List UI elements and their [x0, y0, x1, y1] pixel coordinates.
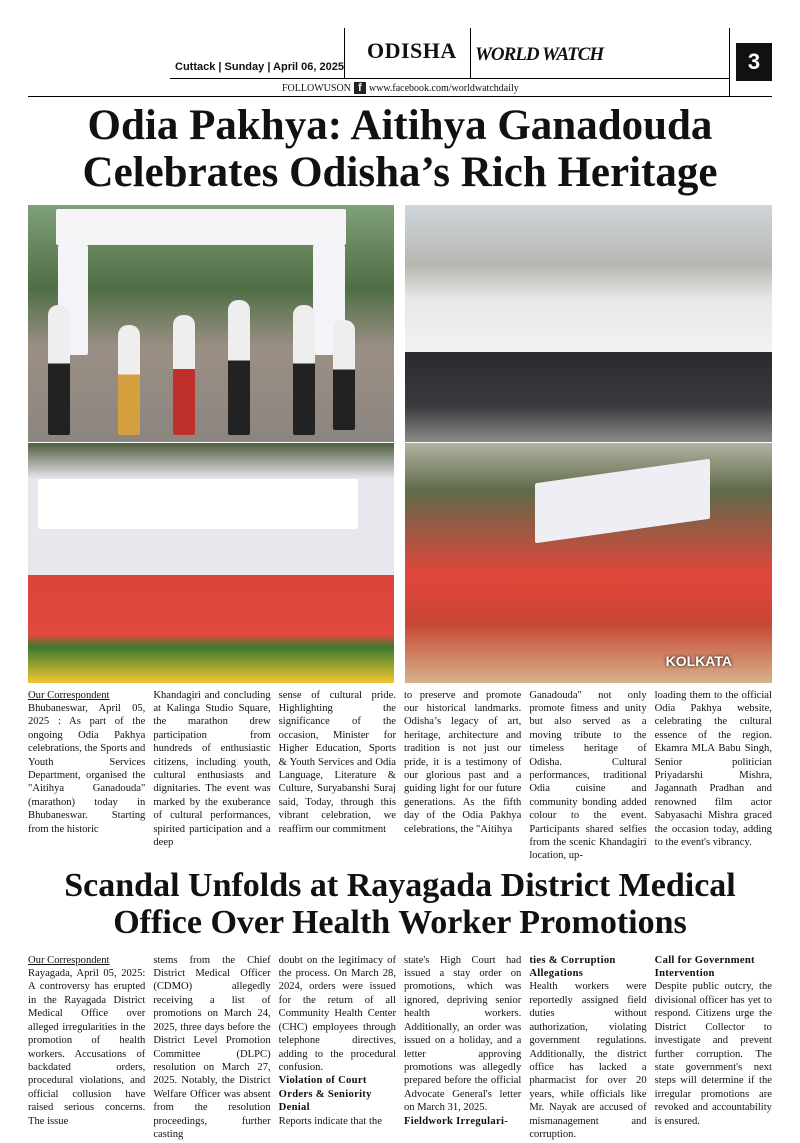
section-title: ODISHA: [367, 38, 457, 63]
page-number: 3: [736, 43, 772, 81]
subheading: Violation of Court Orders & Seniority Denial: [278, 1075, 372, 1114]
paragraph: Khandagiri and concluding at Kalinga Studio Square, the marathon drew participation from hundreds of enthusiastic citizens, including youth, cultural enthusiasts and dignitaries. The event was marked by the exuberance of cultural performances, spirited participation and a deep: [153, 689, 271, 849]
paragraph: doubt on the legitimacy of the process. On March 28, 2024, orders were issued for the return of all Community Health Center (CHC) employees through telephone directives, adding to the procedural confusion.: [278, 954, 396, 1073]
photo-walkers: [405, 205, 772, 442]
byline: Our Correspondent: [28, 954, 110, 966]
paragraph: loading them to the official Odia Pakhya website, celebrating the cultural essence of the region. Ekamra MLA Babu Singh, Senior politician Priyadarshi Mishra, Jagannath Pradhan and renowned film actor Sabyasachi Mishra graced the occasion today, adding to the event's vibrancy.: [654, 689, 772, 849]
dateline: Cuttack | Sunday | April 06, 2025: [175, 61, 344, 73]
paragraph: Despite public outcry, the divisional officer has yet to respond. Citizens urge the District Collector to investigate and prevent further corruption. The state government's next steps will determine if the irregular promotions are revoked and accountability is ensured.: [654, 981, 772, 1127]
paragraph: to preserve and promote our historical landmarks. Odisha’s legacy of art, heritage, architecture and tradition is not just our pride, it is a testimony of our glorious past and a guiding light for our future generations. As the fifth day of the Odia Pakhya celebrations, the "Aitihya: [403, 689, 522, 835]
subheading: Call for Government Intervention: [654, 954, 755, 980]
text-column: [28, 954, 145, 1142]
text-column: [279, 689, 396, 863]
paragraph: Reports indicate that the: [278, 1115, 382, 1127]
text-column: [279, 954, 396, 1142]
follow-us: [282, 82, 519, 94]
text-column: [529, 954, 646, 1142]
headline-1: Odia Pakhya: Aitihya Ganadouda Celebrates Odisha’s Rich Heritage: [82, 102, 718, 197]
text-column: [404, 954, 521, 1142]
paragraph: sense of cultural pride. Highlighting the significance of the occasion, Minister for Higher Education, Sports & Youth Services and Odia Language, Literature & Culture, Suryabanshi Suraj said, Today, through this vibrant celebration, we reaffirm our commitment: [278, 689, 396, 835]
photo-stage-guests: [28, 443, 394, 683]
divider: [170, 78, 730, 79]
paragraph: Rayagada, April 05, 2025: A controversy has erupted in the Rayagada District Medical Office over alleged irregularities in the promotion of health workers. Accusations of backdated orders, procedural violations, and official collusion have raised serious concerns. The issue: [28, 968, 146, 1127]
paragraph: Ganadouda" not only promote fitness and unity but also served as a moving tribute to the timeless heritage of Odisha. Cultural performances, traditional Odia cuisine and community bonding added colour to the event. Participants shared selfies from the scenic Khandagiri location, up-: [529, 689, 647, 862]
divider: [470, 28, 471, 78]
divider: [344, 28, 345, 78]
headline-2: Scandal Unfolds at Rayagada District Medical Office Over Health Worker Promotions: [64, 866, 736, 942]
text-column: [404, 689, 521, 863]
article-1-body: [28, 689, 772, 863]
photo-grid: [28, 205, 772, 683]
text-column: [153, 954, 270, 1142]
follow-label: FOLLOWUSON: [282, 82, 351, 94]
newspaper-logo: WORLD WATCH: [475, 44, 604, 65]
facebook-icon: f: [354, 82, 366, 94]
text-column: [28, 689, 145, 863]
paragraph: state's High Court had issued a stay order on promotions, which was ignored, depriving senior health workers. Additionally, an order was issued on a holiday, and a letter approving promotions was allegedly prepared before the official Advocate General's letter on March 31, 2025.: [403, 954, 522, 1114]
facebook-link[interactable]: www.facebook.com/worldwatchdaily: [368, 82, 519, 94]
paragraph: stems from the Chief District Medical Officer (CDMO) allegedly receiving a list of promotions on March 24, 2025, three days before the District Level Promotion Committee (DLPC) resolution on March 27, 2025. Notably, the District Welfare Officer was absent from the resolution proceedings, further casting: [153, 954, 271, 1140]
subheading: Fieldwork Irregulari-: [403, 1115, 509, 1127]
photo-caption: KOLKATA: [665, 652, 732, 669]
page-content: [0, 100, 800, 1141]
text-column: [153, 689, 270, 863]
paragraph: Bhubaneswar, April 05, 2025 : As part of the ongoing Odia Pakhya celebrations, the Sports and Youth Services Department, organised the "Aitihya Ganadouda" (marathon) today in Bhubaneswar. Starting from the historic: [28, 703, 146, 835]
divider: [729, 28, 730, 96]
photo-cultural-performers: [405, 443, 772, 683]
text-column: [529, 689, 646, 863]
article-2-body: [28, 954, 772, 1142]
text-column: [655, 954, 772, 1142]
subheading: ties & Corruption Allegations: [529, 954, 616, 980]
paragraph: Health workers were reportedly assigned field duties without authorization, violating government regulations. Additionally, the district office has lacked a pharmacist for over 20 years, while officials like Mr. Nayak are accused of mismanagement and corruption.: [529, 981, 647, 1140]
divider: [28, 96, 772, 97]
byline: Our Correspondent: [28, 689, 110, 701]
photo-marathon-runners: [28, 205, 394, 442]
text-column: [655, 689, 772, 863]
